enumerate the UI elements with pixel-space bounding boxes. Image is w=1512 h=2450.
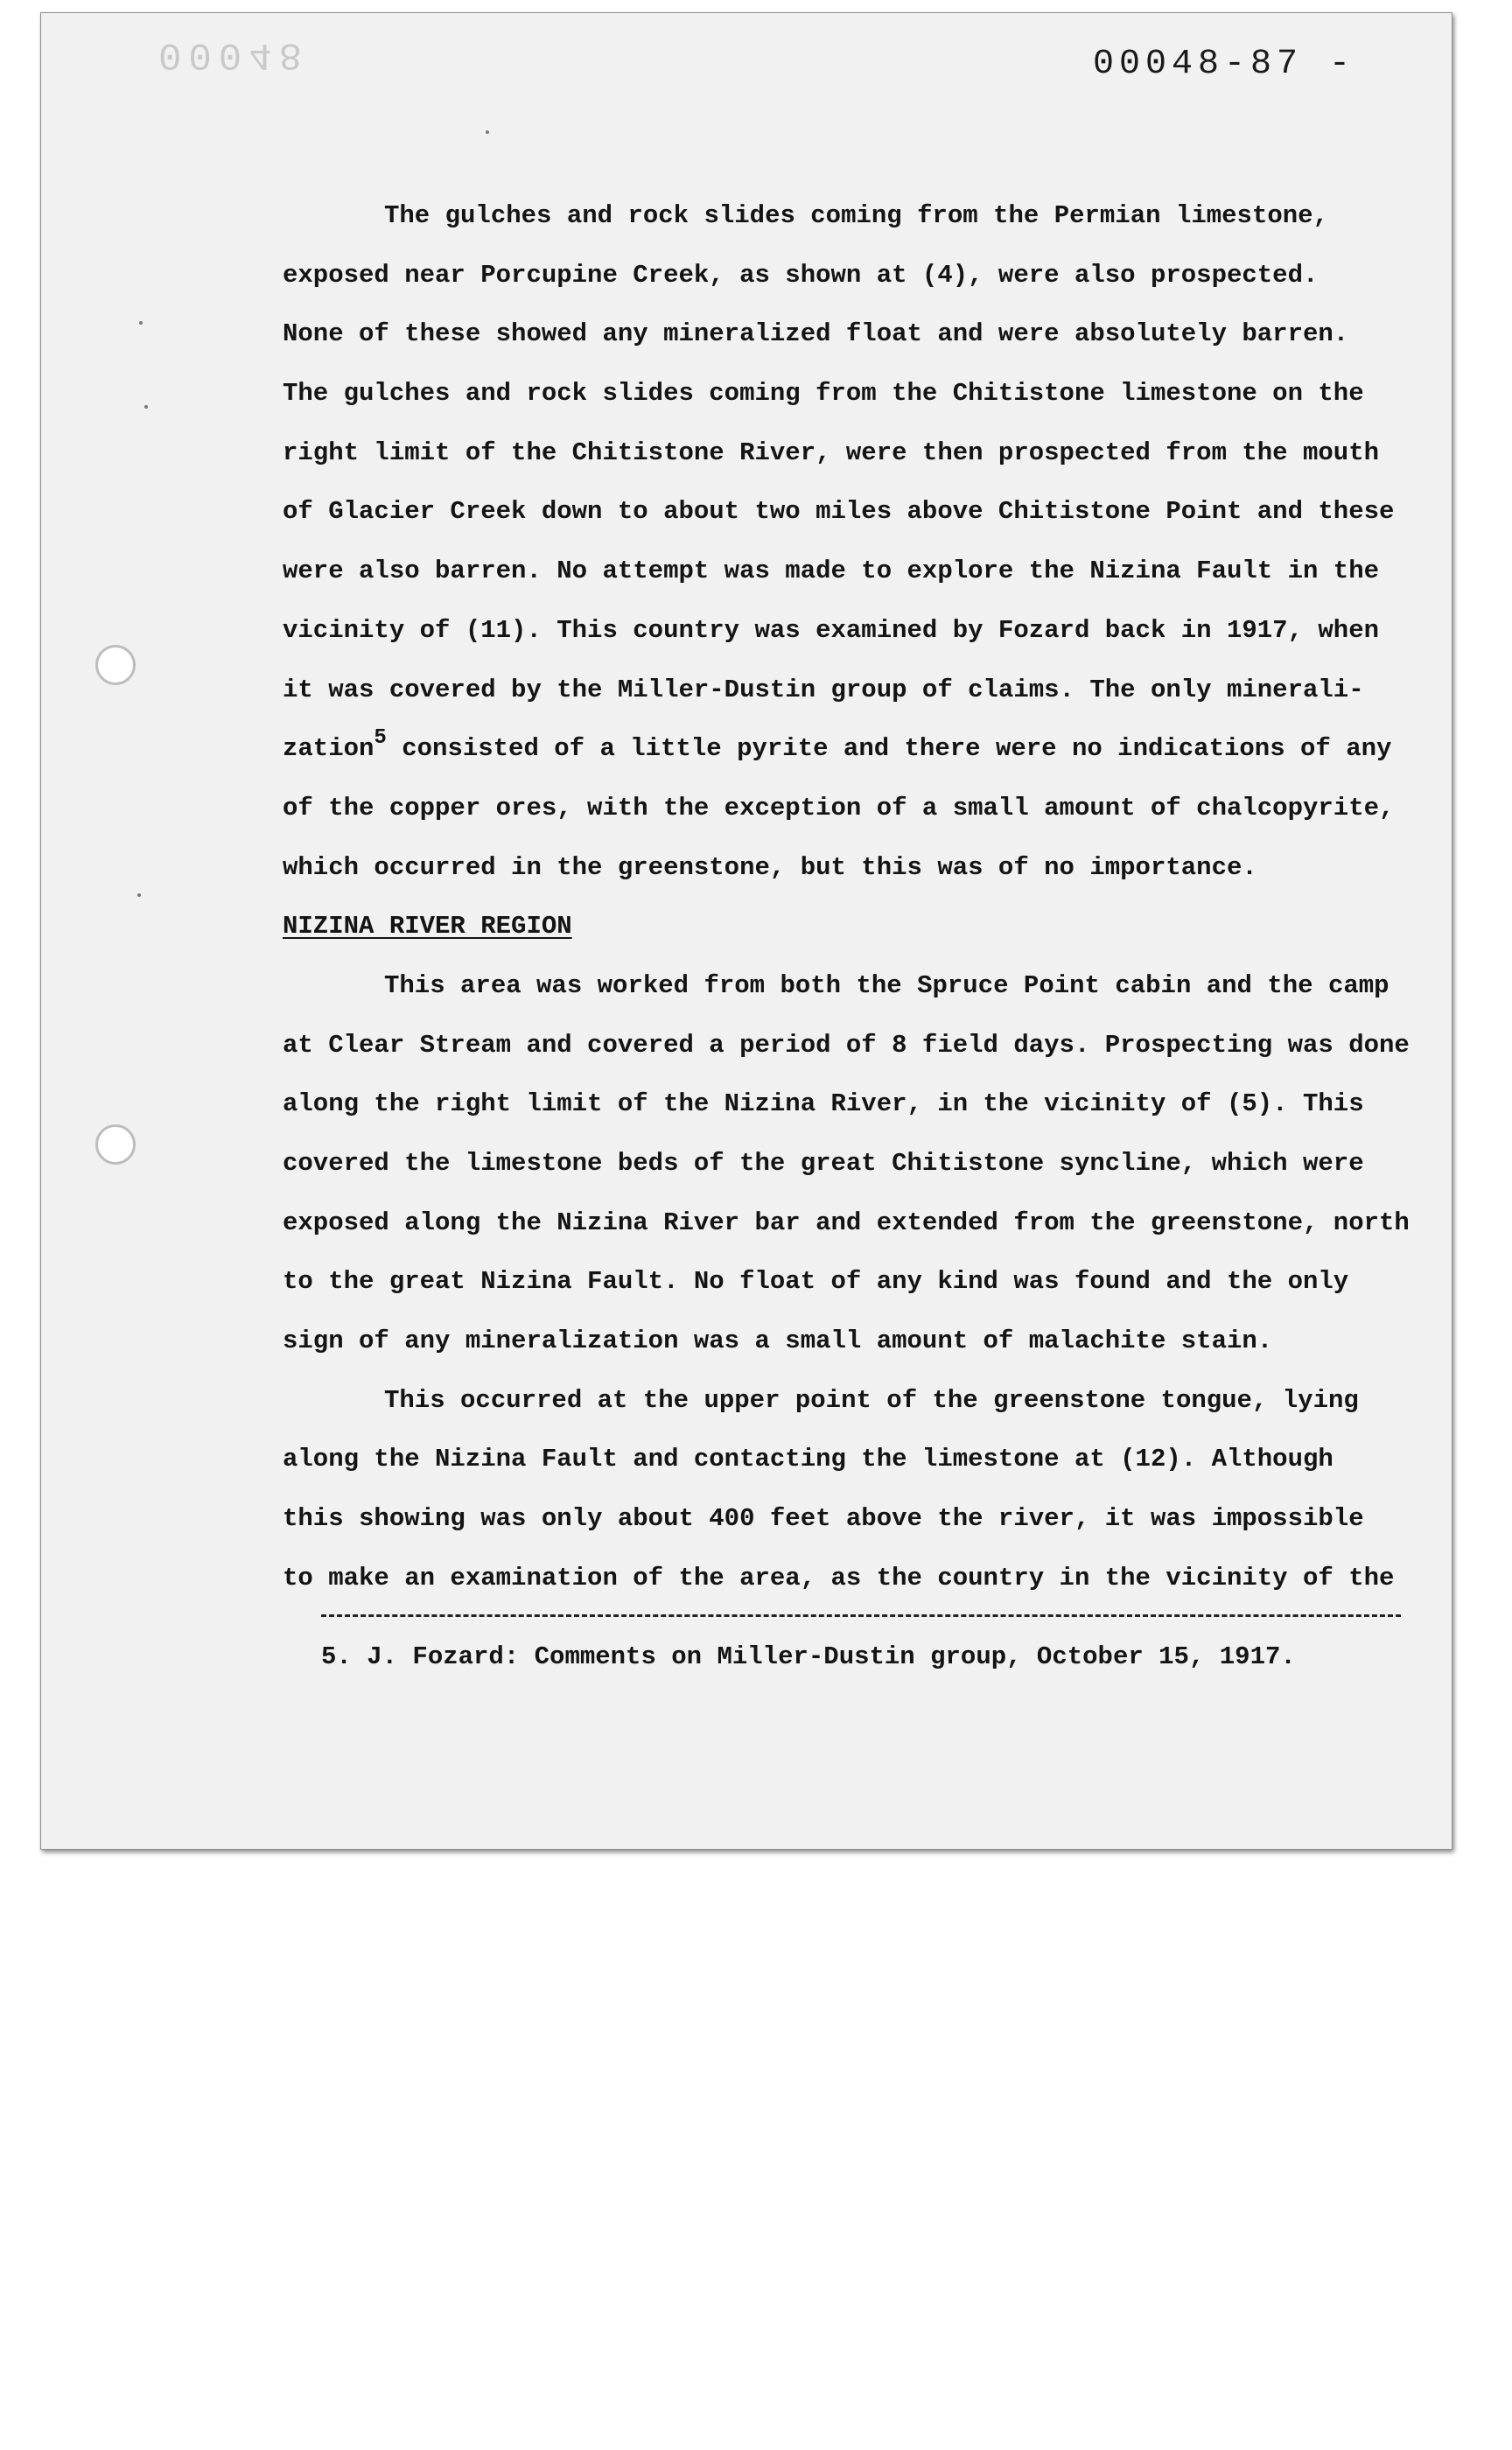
- scanned-page: [40, 12, 1452, 1850]
- text-line: to make an examination of the area, as the country in the vicinity of the: [283, 1563, 1395, 1592]
- body-text: [283, 186, 1438, 1608]
- text-line: The gulches and rock slides coming from the Chitistone limestone on the: [283, 379, 1364, 409]
- section-heading: NIZINA RIVER REGION: [283, 912, 572, 942]
- text-line: along the right limit of the Nizina River, in the vicinity of (5). This: [283, 1089, 1364, 1119]
- text-line: it was covered by the Miller-Dustin group of claims. The only minerali-: [283, 675, 1364, 704]
- text-line: which occurred in the greenstone, but this was of no importance.: [283, 852, 1257, 882]
- text-line: right limit of the Chitistone River, were then prospected from the mouth: [283, 438, 1380, 467]
- scan-speck: [144, 405, 148, 409]
- text-line: sign of any mineralization was a small amount of malachite stain.: [283, 1326, 1273, 1356]
- text-line-with-footnote: [283, 719, 1438, 779]
- footnote-marker: 5: [374, 726, 387, 751]
- text-line: at Clear Stream and covered a period of 8 field days. Prospecting was done: [283, 1030, 1410, 1060]
- text-line: This occurred at the upper point of the greenstone tongue, lying: [384, 1385, 1359, 1415]
- text-line: exposed near Porcupine Creek, as shown at (4), were also prospected.: [283, 260, 1319, 290]
- text-line: were also barren. No attempt was made to explore the Nizina Fault in the: [283, 556, 1380, 586]
- text-line: covered the limestone beds of the great Chitistone syncline, which were: [283, 1149, 1364, 1178]
- text-line: exposed along the Nizina River bar and extended from the greenstone, north: [283, 1208, 1410, 1237]
- text-line: this showing was only about 400 feet above the river, it was impossible: [283, 1504, 1364, 1534]
- text-line: None of these showed any mineralized float and were absolutely barren.: [283, 319, 1349, 349]
- text-line: along the Nizina Fault and contacting the limestone at (12). Although: [283, 1445, 1334, 1474]
- text-line: to the great Nizina Fault. No float of any kind was found and the only: [283, 1267, 1349, 1297]
- text-line: of Glacier Creek down to about two miles above Chitistone Point and these: [283, 497, 1395, 527]
- typed-document: [41, 13, 1452, 1849]
- text-line: vicinity of (11). This country was examined by Fozard back in 1917, when: [283, 615, 1380, 645]
- footnote: 5. J. Fozard: Comments on Miller-Dustin group, October 15, 1917.: [321, 1642, 1296, 1671]
- scan-speck: [486, 130, 489, 134]
- text-line: This area was worked from both the Spruce Point cabin and the camp: [384, 970, 1390, 1000]
- punch-hole-bottom: [95, 1124, 136, 1165]
- text-fragment: zation: [283, 734, 374, 764]
- page-number-stamp: 00048-87 -: [1092, 45, 1355, 84]
- text-fragment: consisted of a little pyrite and there were no indications of any: [386, 734, 1392, 764]
- scan-speck: [139, 321, 143, 325]
- punch-hole-top: [95, 645, 136, 685]
- bleed-through-stamp: 00048: [158, 32, 310, 76]
- scan-speck: [137, 893, 141, 897]
- footnote-divider: [321, 1614, 1401, 1617]
- text-line: The gulches and rock slides coming from the Permian limestone,: [384, 201, 1328, 230]
- text-line: of the copper ores, with the exception of a small amount of chalcopyrite,: [283, 793, 1395, 822]
